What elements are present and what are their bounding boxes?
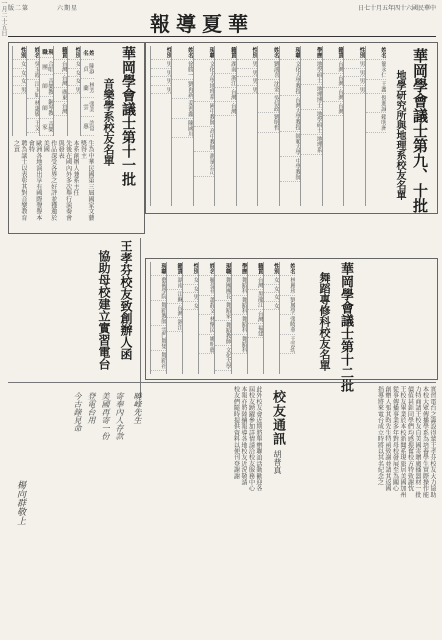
- roster-cell: 男: [151, 86, 171, 95]
- roster-cell: 女: [68, 77, 81, 86]
- text-line: 從事傳播事業多年對母校發展至為關心: [391, 386, 399, 492]
- section-dance-title: 華岡學會議士第十二批: [338, 262, 353, 392]
- text-line: 校友們隨時提供資料以便刊登謝謝: [232, 386, 240, 479]
- roster-cell: 台灣: [215, 102, 235, 116]
- text-line: 本校大眾傳播學系為培養學生實際操作能: [421, 386, 429, 498]
- roster-cell: 舞蹈科: [232, 315, 247, 335]
- roster-column: [166, 262, 182, 374]
- text-line: 此外校友會近期將舉辦聯誼活動歡迎各: [255, 386, 262, 492]
- roster-cell: 男: [237, 69, 257, 78]
- section-geography-subtitle: 地學研究所與地理系校友名單: [394, 70, 405, 200]
- roster-header-cell: 現職: [280, 46, 300, 60]
- text-line: 價值甚鉅同學們均感振奮校方特致謝忱: [406, 386, 414, 492]
- roster-cell: 台灣: [167, 304, 182, 318]
- roster-cell: 舞團團長: [215, 276, 230, 301]
- roster-cell: 劉明哲: [258, 113, 278, 133]
- roster-cell: 地學碩士: [301, 110, 321, 135]
- roster-cell: 台灣: [54, 102, 67, 116]
- roster-header-cell: 學歷: [232, 262, 247, 276]
- roster-column: [53, 46, 67, 136]
- roster-cell: 許常惠: [81, 117, 94, 136]
- roster-header-cell: 現職: [151, 262, 166, 276]
- letter-body: [30, 392, 126, 612]
- roster-header-cell: 姓名: [172, 46, 192, 60]
- roster-cell: 文化大學教授: [280, 60, 300, 96]
- roster-cell: 沈金: [258, 80, 278, 94]
- roster-header-cell: 姓名: [258, 46, 278, 60]
- roster-cell: 女: [264, 276, 279, 285]
- roster-header-cell: 籍貫: [248, 262, 263, 276]
- article-letter-title: 王孝芬校友致創辦人函: [119, 240, 133, 360]
- roster-cell: 地理系: [301, 135, 321, 155]
- roster-cell: 陳淑貞: [81, 60, 94, 79]
- roster-column: [279, 46, 300, 206]
- roster-cell: 鋼琴教師: [40, 97, 53, 119]
- roster-cell: 地理博士: [301, 85, 321, 110]
- roster-cell: 蕭靜文: [199, 296, 214, 316]
- roster-cell: 女: [13, 60, 26, 69]
- roster-column: [279, 262, 295, 374]
- section-geography-roster: [150, 46, 386, 206]
- section-music-title: 華岡學會議士第十一批: [120, 46, 136, 186]
- roster-cell: 男: [151, 77, 171, 86]
- roster-column: [171, 46, 192, 206]
- roster-cell: 簡永仁: [366, 60, 386, 80]
- roster-cell: 陳國川: [172, 119, 192, 139]
- letter-greeting: 曉峰先生: [133, 392, 142, 424]
- roster-cell: 姚明麗: [199, 335, 214, 355]
- roster-column: [214, 262, 230, 374]
- roster-cell: 男: [237, 86, 257, 95]
- roster-header-cell: 性別: [264, 262, 279, 276]
- roster-cell: 徐勝一: [172, 60, 192, 80]
- roster-cell: 國中教師: [194, 102, 214, 127]
- roster-cell: 張美雲: [81, 98, 94, 117]
- roster-header-cell: 性別: [344, 46, 364, 60]
- roster-cell: 文化大學地理系: [194, 60, 214, 102]
- roster-cell: 台灣: [248, 276, 263, 290]
- roster-column: [247, 262, 263, 374]
- roster-header-cell: 性別: [68, 46, 81, 60]
- roster-cell: 王文: [27, 119, 40, 133]
- alumni-news-title: 校友通訊: [270, 390, 285, 446]
- roster-column: [300, 46, 321, 206]
- roster-cell: 林芳蘭: [81, 79, 94, 98]
- roster-cell: 倪進誠: [366, 94, 386, 114]
- letter-signature: 楊向群敬上: [15, 480, 25, 525]
- roster-cell: 林惠敏: [27, 99, 40, 119]
- masthead: 報導夏華: [150, 12, 254, 36]
- roster-cell: 男: [151, 69, 171, 78]
- roster-cell: 女: [13, 69, 26, 78]
- roster-column: [343, 46, 364, 206]
- text-line: 本系創辦人兼系主任: [72, 140, 80, 196]
- roster-cell: 舞蹈家: [215, 301, 230, 321]
- roster-cell: 劉再新: [172, 80, 192, 100]
- roster-cell: 台灣: [54, 74, 67, 88]
- roster-cell: 女: [183, 285, 198, 294]
- roster-cell: 劉鴻喜: [258, 60, 278, 80]
- roster-cell: 女: [13, 77, 26, 86]
- roster-header-cell: 姓名: [199, 262, 214, 276]
- roster-column: [150, 46, 171, 206]
- roster-cell: 女: [183, 302, 198, 311]
- roster-column: [182, 262, 198, 374]
- section-music-subtitle: 音樂學系校友名單: [102, 78, 115, 166]
- roster-column: [214, 46, 235, 206]
- roster-header-cell: 性別: [13, 46, 26, 60]
- roster-cell: 男: [344, 86, 364, 95]
- roster-column: [257, 46, 278, 206]
- roster-cell: 吳玉霞: [27, 60, 40, 80]
- roster-cell: 舞蹈教師: [215, 321, 230, 346]
- roster-cell: 男: [237, 77, 257, 86]
- text-line: 創辦人張其昀先生特函致謝並請其返國: [384, 386, 391, 492]
- text-line: 先後在國內外多次舉行演奏會與發表: [57, 140, 72, 221]
- roster-column: [12, 46, 26, 136]
- roster-column: [231, 262, 247, 374]
- roster-header-cell: 現職: [215, 262, 230, 276]
- roster-header-cell: 性別: [183, 262, 198, 276]
- roster-cell: 台灣大學教授: [280, 96, 300, 132]
- roster-cell: 台灣: [323, 102, 343, 116]
- roster-column: [26, 46, 40, 136]
- roster-cell: 舞蹈科: [232, 296, 247, 316]
- roster-column: [322, 46, 343, 206]
- roster-cell: 江蘇: [167, 290, 182, 304]
- roster-cell: 中學教師: [280, 157, 300, 182]
- roster-cell: 浙江: [215, 74, 235, 88]
- roster-cell: 廣東: [54, 88, 67, 102]
- section-geography-title: 華岡學會議士第九、十批: [411, 48, 429, 213]
- roster-cell: 林麗珍: [280, 276, 295, 296]
- roster-column: [193, 46, 214, 206]
- roster-header-cell: 現職: [40, 46, 53, 58]
- roster-cell: 劉鳳學: [280, 296, 295, 316]
- roster-cell: 張曉華: [280, 315, 295, 335]
- roster-header-cell: 姓名: [366, 46, 386, 60]
- roster-column: [150, 262, 166, 374]
- roster-cell: 合唱團: [40, 58, 53, 75]
- roster-header-cell: 學歷: [301, 46, 321, 60]
- roster-header-cell: 現職: [194, 46, 214, 60]
- roster-cell: 湖南: [167, 276, 182, 290]
- roster-column: [67, 46, 81, 136]
- roster-cell: 師範大學: [280, 132, 300, 157]
- text-line: 力特商請王校友自美國寄贈廣播器材一批: [414, 386, 421, 498]
- roster-column: [263, 262, 279, 374]
- column-rule: [140, 238, 141, 398]
- alumni-news-body-cont: [150, 386, 262, 536]
- roster-header-cell: 性別: [237, 46, 257, 60]
- roster-cell: 女: [183, 276, 198, 285]
- letter-line: 美國再寄一份: [101, 392, 110, 440]
- roster-column: [236, 46, 257, 206]
- roster-cell: 男: [68, 86, 81, 95]
- roster-cell: 雲門舞集: [151, 326, 166, 351]
- roster-header-cell: 籍貫: [215, 46, 235, 60]
- text-line: 作品深受各界之好評並獲邀於美國: [42, 140, 57, 221]
- roster-cell: 女: [68, 60, 81, 69]
- roster-cell: 男: [344, 60, 364, 69]
- roster-header-cell: 性別: [151, 46, 171, 60]
- roster-cell: 音樂家: [40, 119, 53, 136]
- roster-cell: 台灣: [248, 310, 263, 324]
- letter-line: 今古錄見命: [73, 392, 82, 432]
- roster-header-cell: 姓名: [280, 262, 295, 276]
- roster-column: [80, 46, 94, 136]
- section-rule: [8, 382, 436, 383]
- roster-cell: 台灣: [323, 74, 343, 88]
- roster-cell: 台灣: [54, 60, 67, 74]
- roster-cell: 舞蹈教師: [151, 301, 166, 326]
- text-line: 生為中華民國第三屆國家文藝獎得主: [79, 140, 94, 221]
- section-dance-subtitle: 舞蹈專修科校友名單: [318, 272, 331, 371]
- roster-header-cell: 籍貫: [323, 46, 343, 60]
- roster-header-cell: 姓名: [27, 46, 40, 60]
- alumni-news-author: 胡普真: [273, 450, 282, 474]
- roster-cell: 湖南: [215, 60, 235, 74]
- roster-cell: 藝術學院: [151, 276, 166, 301]
- text-line: 本報亦將陸續報導各地校友近況敬請: [240, 386, 247, 486]
- letter-line: 寄奉內人存款: [115, 392, 124, 440]
- roster-cell: 高中教師: [194, 127, 214, 152]
- roster-cell: 台灣: [215, 88, 235, 102]
- text-line: 王校友畢業於本校新聞系現旅居美國加州: [399, 386, 406, 498]
- header-rule: [8, 36, 436, 37]
- roster-header-cell: 籍貫: [54, 46, 67, 60]
- roster-cell: 男: [13, 86, 26, 95]
- text-line: 屆校友踴躍參加詳情請洽校友服務中心: [247, 386, 255, 492]
- roster-cell: 吳信政: [258, 94, 278, 114]
- letter-line: 登電台用: [87, 392, 96, 424]
- section-music-notes: [12, 140, 94, 226]
- roster-cell: 女: [68, 69, 81, 78]
- roster-cell: 測量公司: [194, 152, 214, 177]
- roster-cell: 女: [264, 302, 279, 311]
- roster-cell: 黑龍江: [248, 290, 263, 310]
- roster-cell: 男: [151, 60, 171, 69]
- roster-column: [39, 46, 53, 136]
- roster-header-cell: 籍貫: [167, 262, 182, 276]
- roster-cell: 地學碩士: [301, 60, 321, 85]
- roster-header-cell: 姓名: [81, 46, 94, 60]
- roster-cell: 男: [344, 69, 364, 78]
- roster-cell: 音樂教師: [40, 75, 53, 97]
- issue-date: 日七十月五年四十六國民華中: [357, 5, 436, 12]
- text-line: 聘為議士以表彰其對音樂教育之貢: [12, 140, 27, 221]
- roster-cell: 王雲幼: [280, 335, 295, 355]
- roster-cell: 舞蹈社: [151, 351, 166, 371]
- roster-cell: 台灣: [323, 60, 343, 74]
- roster-cell: 福建: [248, 324, 263, 338]
- roster-cell: 女: [264, 285, 279, 294]
- roster-cell: 姜善鑫: [172, 99, 192, 119]
- roster-cell: 羅曼菲: [199, 276, 214, 296]
- roster-cell: 男: [237, 60, 257, 69]
- page-section-label: 版二第 六期星: [8, 5, 79, 12]
- roster-cell: 舞蹈科: [232, 276, 247, 296]
- roster-cell: 女: [264, 293, 279, 302]
- roster-cell: 王鑫: [366, 80, 386, 94]
- alumni-news-body: [292, 386, 436, 634]
- text-line: 實習電台之籌設得蒙王孝芬校友大力協助: [429, 386, 436, 498]
- section-music-roster: [12, 46, 94, 136]
- letter-date: 一月二十五日: [0, 0, 7, 36]
- roster-cell: 江玉如: [27, 80, 40, 100]
- roster-cell: 浙江: [167, 318, 182, 332]
- roster-column: [198, 262, 214, 374]
- roster-column: [365, 46, 386, 206]
- roster-cell: 文化大學: [215, 346, 230, 371]
- article-letter-subtitle: 協助母校建立實習電台: [97, 250, 111, 370]
- roster-cell: 林懷民: [199, 315, 214, 335]
- roster-cell: 男: [344, 77, 364, 86]
- roster-cell: 台灣: [323, 88, 343, 102]
- text-line: 指導將來電台成立時將以其名紀念之: [376, 386, 384, 486]
- roster-cell: 舞蹈科: [232, 335, 247, 355]
- text-line: 歐洲各地演出享有國際聲譽本會特: [27, 140, 42, 221]
- section-dance-roster: [150, 262, 295, 374]
- roster-cell: 賴明洲: [366, 113, 386, 133]
- roster-cell: 男: [183, 293, 198, 302]
